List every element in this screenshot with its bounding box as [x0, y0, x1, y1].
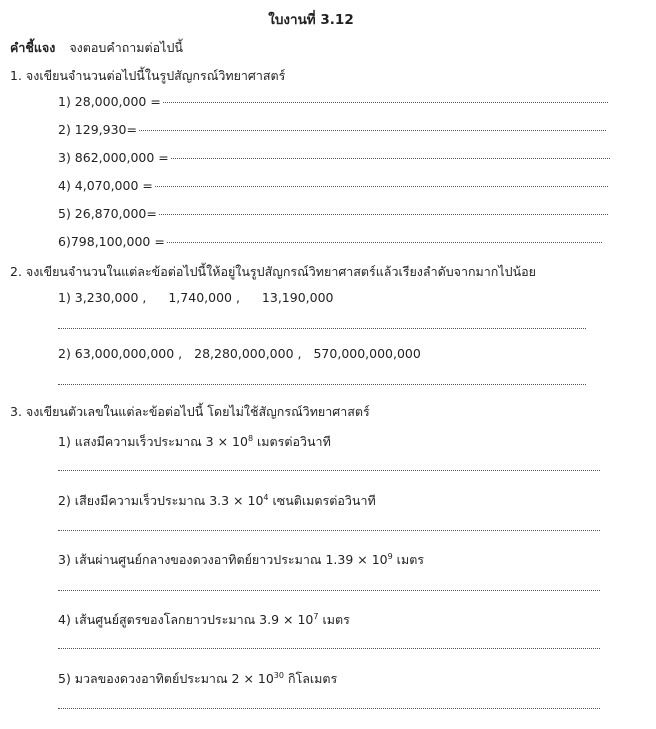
answer-line[interactable] [58, 648, 600, 649]
section1-item-3 [58, 150, 610, 165]
item-text: 4) 4,070,000 = [58, 178, 153, 193]
section1-heading: 1. จงเขียนจำนวนต่อไปนี้ในรูปสัญกรณ์วิทยาศาสตร์ [10, 68, 286, 83]
number-b: 28,280,000,000 , [194, 346, 302, 361]
answer-line[interactable] [58, 328, 586, 329]
item-text: 1) แสงมีความเร็วประมาณ 3 × 10 [58, 434, 248, 449]
section2-heading: 2. จงเขียนจำนวนในแต่ละข้อต่อไปนี้ให้อยู่ในรูปสัญกรณ์วิทยาศาสตร์แล้วเรียงลำดับจากมากไปน้อย [10, 264, 536, 279]
item-unit: เซนติเมตรต่อวินาที [268, 493, 376, 508]
exponent: 7 [313, 612, 319, 621]
answer-line[interactable] [159, 214, 608, 215]
section3-heading: 3. จงเขียนตัวเลขในแต่ละข้อต่อไปนี้ โดยไม่ใช้สัญกรณ์วิทยาศาสตร์ [10, 404, 370, 419]
item-text: 1) 28,000,000 = [58, 94, 161, 109]
answer-line[interactable] [58, 530, 600, 531]
section2-item-2 [58, 346, 421, 361]
item-text: 6)798,100,000 = [58, 234, 165, 249]
answer-line[interactable] [58, 384, 586, 385]
exponent: 4 [263, 493, 269, 502]
exponent: 30 [273, 671, 284, 680]
answer-line[interactable] [167, 242, 602, 243]
number-b: 1,740,000 , [168, 290, 240, 305]
answer-line[interactable] [58, 470, 600, 471]
item-unit: เมตรต่อวินาที [253, 434, 331, 449]
section3-item-4 [58, 610, 350, 630]
section1-item-1 [58, 94, 608, 109]
item-text: 4) เส้นศูนย์สูตรของโลกยาวประมาณ 3.9 × 10 [58, 612, 314, 627]
section1-item-4 [58, 178, 608, 193]
number-a: 2) 63,000,000,000 , [58, 346, 183, 361]
answer-line[interactable] [58, 590, 600, 591]
number-a: 1) 3,230,000 , [58, 290, 147, 305]
item-text: 2) เสียงมีความเร็วประมาณ 3.3 × 10 [58, 493, 264, 508]
section3-item-2 [58, 491, 376, 511]
section1-item-5 [58, 206, 608, 221]
section1-item-2 [58, 122, 606, 137]
number-c: 570,000,000,000 [313, 346, 421, 361]
exponent: 9 [387, 552, 393, 561]
item-text: 2) 129,930= [58, 122, 137, 137]
section3-item-1 [58, 432, 331, 452]
item-text: 3) เส้นผ่านศูนย์กลางของดวงอาทิตย์ยาวประมาณ 1.39 × 10 [58, 552, 388, 567]
answer-line[interactable] [139, 130, 606, 131]
instruction-label: คำชี้แจง [10, 40, 56, 55]
item-text: 3) 862,000,000 = [58, 150, 169, 165]
answer-line[interactable] [171, 158, 610, 159]
item-text: 5) มวลของดวงอาทิตย์ประมาณ 2 × 10 [58, 671, 274, 686]
section3-item-3 [58, 550, 424, 570]
worksheet-title: ใบงานที่ 3.12 [268, 12, 354, 28]
item-unit: เมตร [318, 612, 350, 627]
answer-line[interactable] [163, 102, 608, 103]
item-text: 5) 26,870,000= [58, 206, 157, 221]
instruction [10, 38, 183, 58]
section2-item-1 [58, 290, 334, 305]
number-c: 13,190,000 [261, 290, 334, 305]
instruction-text: จงตอบคำถามต่อไปนี้ [69, 40, 183, 55]
item-unit: เมตร [392, 552, 425, 567]
item-unit: กิโลเมตร [283, 671, 338, 686]
exponent: 8 [247, 434, 254, 443]
answer-line[interactable] [155, 186, 608, 187]
answer-line[interactable] [58, 708, 600, 709]
section1-item-6 [58, 234, 602, 249]
section3-item-5 [58, 669, 337, 689]
